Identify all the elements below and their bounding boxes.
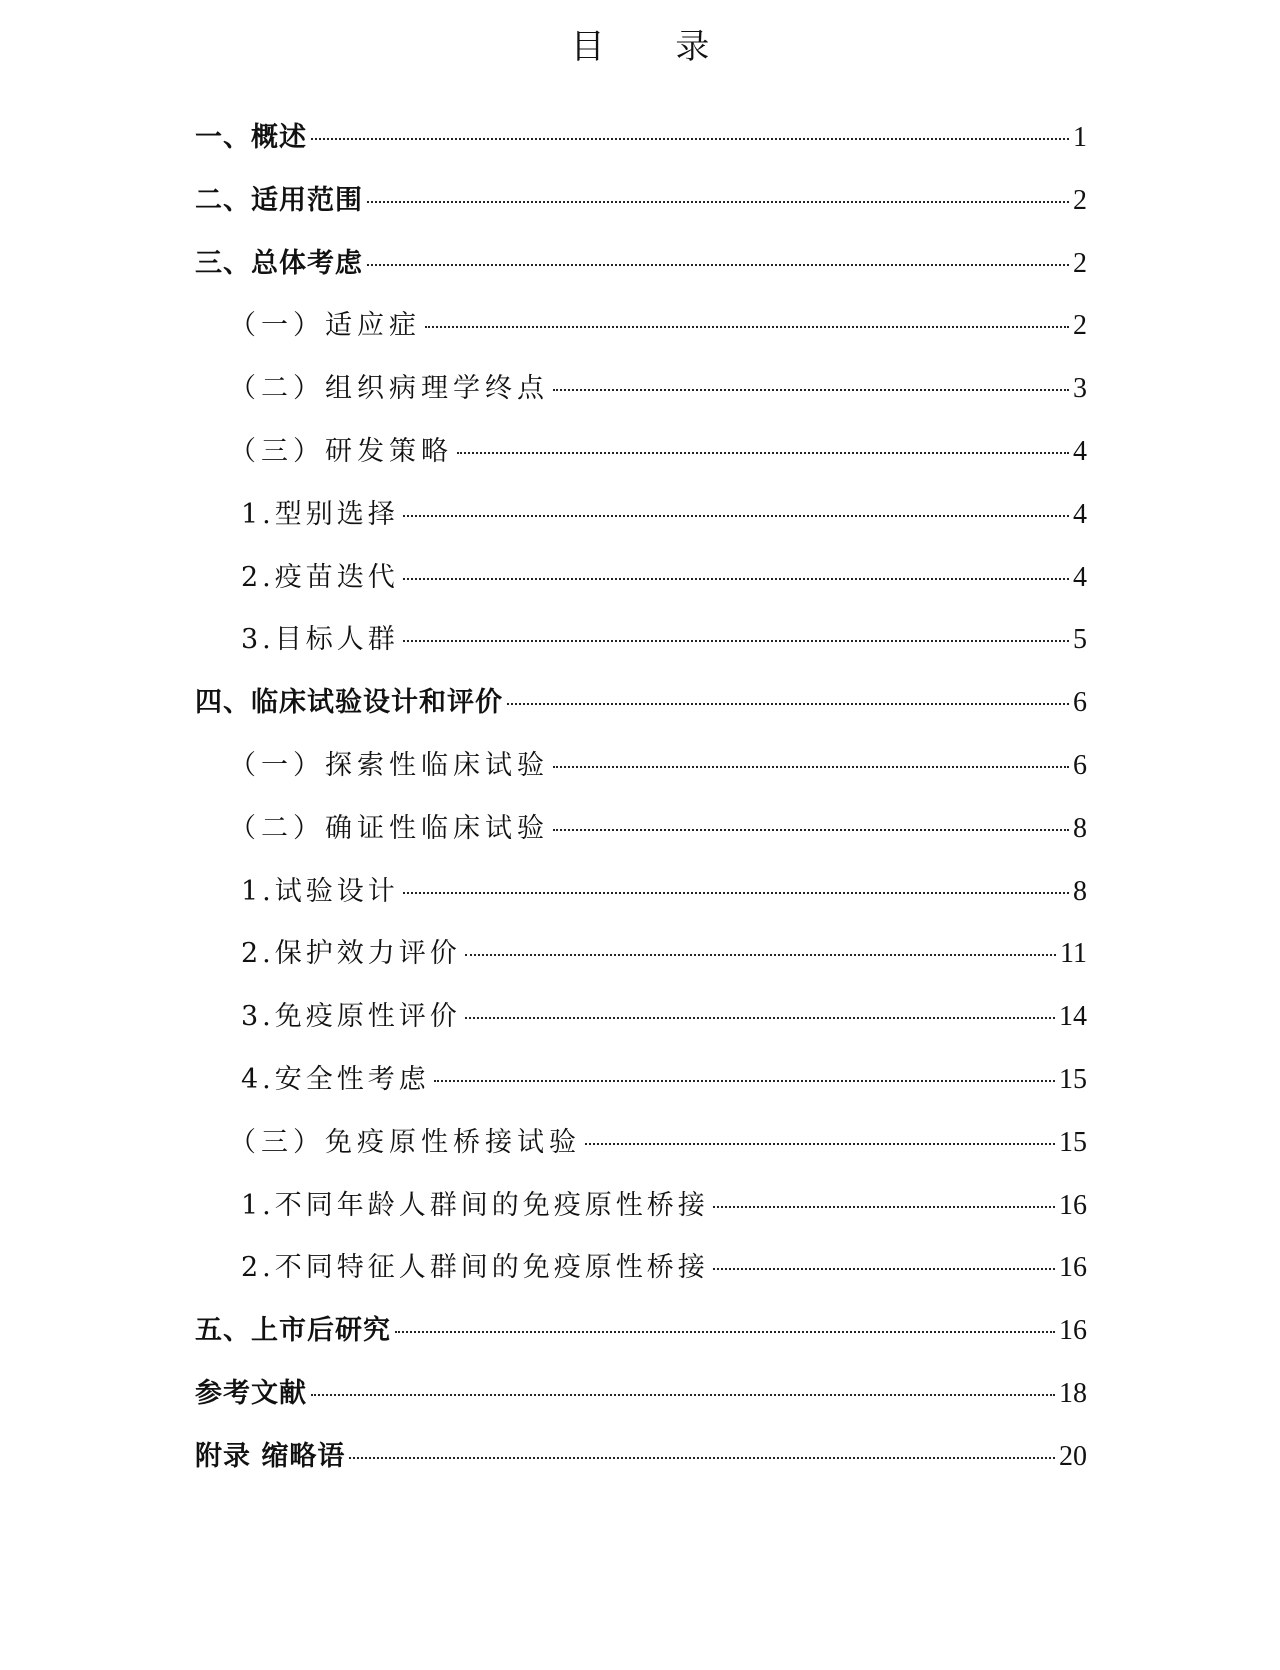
toc-dot-leader: [403, 640, 1069, 642]
toc-entry-label: （二）确证性临床试验: [229, 812, 549, 844]
toc-entry[interactable]: [195, 1300, 1087, 1363]
toc-entry[interactable]: [195, 735, 1087, 798]
toc-entry[interactable]: [195, 295, 1087, 358]
toc-entry-page-number: 18: [1059, 1377, 1087, 1409]
toc-entry-page-number: 15: [1059, 1063, 1087, 1095]
toc-dot-leader: [367, 201, 1069, 203]
toc-dot-leader: [507, 703, 1069, 705]
toc-dot-leader: [395, 1331, 1055, 1333]
toc-entry-page-number: 2: [1073, 247, 1087, 279]
toc-entry[interactable]: [195, 861, 1087, 924]
toc-entry-label: 附录 缩略语: [195, 1440, 346, 1472]
toc-entry-page-number: 11: [1060, 938, 1087, 970]
toc-entry-page-number: 4: [1073, 498, 1087, 530]
toc-entry-label: 2.保护效力评价: [241, 938, 461, 970]
toc-entry-page-number: 6: [1073, 749, 1087, 781]
toc-entry-page-number: 1: [1073, 122, 1087, 153]
toc-entry-page-number: 16: [1059, 1252, 1087, 1284]
toc-dot-leader: [465, 1017, 1055, 1019]
toc-entry-label: 1.试验设计: [241, 875, 399, 907]
toc-dot-leader: [403, 892, 1069, 894]
toc-entry[interactable]: [195, 672, 1087, 735]
toc-dot-leader: [311, 138, 1069, 140]
toc-entry[interactable]: [195, 923, 1087, 986]
toc-entry-label: 二、适用范围: [195, 184, 363, 216]
toc-dot-leader: [465, 954, 1056, 956]
toc-entry[interactable]: [195, 1237, 1087, 1300]
toc-entry[interactable]: [195, 107, 1087, 170]
toc-entry-label: 3.免疫原性评价: [241, 1001, 461, 1033]
toc-entry-page-number: 2: [1073, 184, 1087, 216]
toc-entry-page-number: 8: [1073, 875, 1087, 907]
toc-entry-page-number: 20: [1059, 1440, 1087, 1472]
toc-dot-leader: [585, 1143, 1055, 1145]
toc-entry[interactable]: [195, 1049, 1087, 1112]
toc-entry[interactable]: [195, 1112, 1087, 1175]
toc-dot-leader: [713, 1268, 1055, 1270]
toc-dot-leader: [403, 578, 1069, 580]
toc-entry[interactable]: [195, 986, 1087, 1049]
toc-entry-label: 三、总体考虑: [195, 247, 363, 279]
toc-entry-label: 2.疫苗迭代: [241, 561, 399, 593]
toc-entry-page-number: 5: [1073, 624, 1087, 656]
toc-dot-leader: [349, 1457, 1055, 1459]
toc-entry-label: （三）研发策略: [229, 435, 453, 467]
toc-entry[interactable]: [195, 484, 1087, 547]
toc-entry[interactable]: [195, 358, 1087, 421]
toc-dot-leader: [403, 515, 1069, 517]
toc-entry-label: （二）组织病理学终点: [229, 373, 549, 405]
toc-entry-label: （三）免疫原性桥接试验: [229, 1126, 581, 1158]
page-title: 目 录: [570, 27, 740, 67]
toc-entry-page-number: 4: [1073, 435, 1087, 467]
toc-entry-label: 2.不同特征人群间的免疫原性桥接: [241, 1252, 709, 1284]
toc-entry[interactable]: [195, 421, 1087, 484]
toc-entry[interactable]: [195, 170, 1087, 233]
toc-entry-label: 四、临床试验设计和评价: [195, 687, 503, 719]
toc-entry-label: 3.目标人群: [241, 624, 399, 656]
toc-entry[interactable]: [195, 1175, 1087, 1238]
table-of-contents: [195, 107, 1087, 1489]
toc-dot-leader: [425, 326, 1069, 328]
toc-entry[interactable]: [195, 609, 1087, 672]
toc-entry-page-number: 3: [1073, 373, 1087, 405]
toc-dot-leader: [553, 389, 1069, 391]
toc-entry-label: （一）探索性临床试验: [229, 749, 549, 781]
toc-entry-page-number: 4: [1073, 561, 1087, 593]
toc-entry-label: 五、上市后研究: [195, 1315, 391, 1347]
toc-entry-page-number: 15: [1059, 1126, 1087, 1158]
toc-entry-label: 参考文献: [195, 1377, 307, 1409]
toc-entry-page-number: 16: [1059, 1315, 1087, 1347]
toc-entry[interactable]: [195, 233, 1087, 296]
toc-dot-leader: [434, 1080, 1055, 1082]
toc-dot-leader: [553, 829, 1069, 831]
toc-entry-label: 1.型别选择: [241, 498, 399, 530]
toc-dot-leader: [457, 452, 1069, 454]
toc-entry-page-number: 2: [1073, 310, 1087, 342]
toc-entry[interactable]: [195, 1363, 1087, 1426]
toc-entry-page-number: 14: [1059, 1001, 1087, 1033]
toc-entry-label: 一、概述: [195, 122, 307, 153]
toc-dot-leader: [367, 264, 1069, 266]
toc-entry-page-number: 6: [1073, 687, 1087, 719]
toc-dot-leader: [311, 1394, 1055, 1396]
toc-entry-label: 1.不同年龄人群间的免疫原性桥接: [241, 1189, 709, 1221]
toc-entry-page-number: 16: [1059, 1189, 1087, 1221]
toc-entry-label: （一）适应症: [229, 310, 421, 342]
toc-dot-leader: [713, 1206, 1055, 1208]
toc-entry[interactable]: [195, 547, 1087, 610]
toc-dot-leader: [553, 766, 1069, 768]
toc-entry-page-number: 8: [1073, 812, 1087, 844]
toc-entry[interactable]: [195, 798, 1087, 861]
toc-entry-label: 4.安全性考虑: [241, 1063, 430, 1095]
toc-entry[interactable]: [195, 1426, 1087, 1489]
